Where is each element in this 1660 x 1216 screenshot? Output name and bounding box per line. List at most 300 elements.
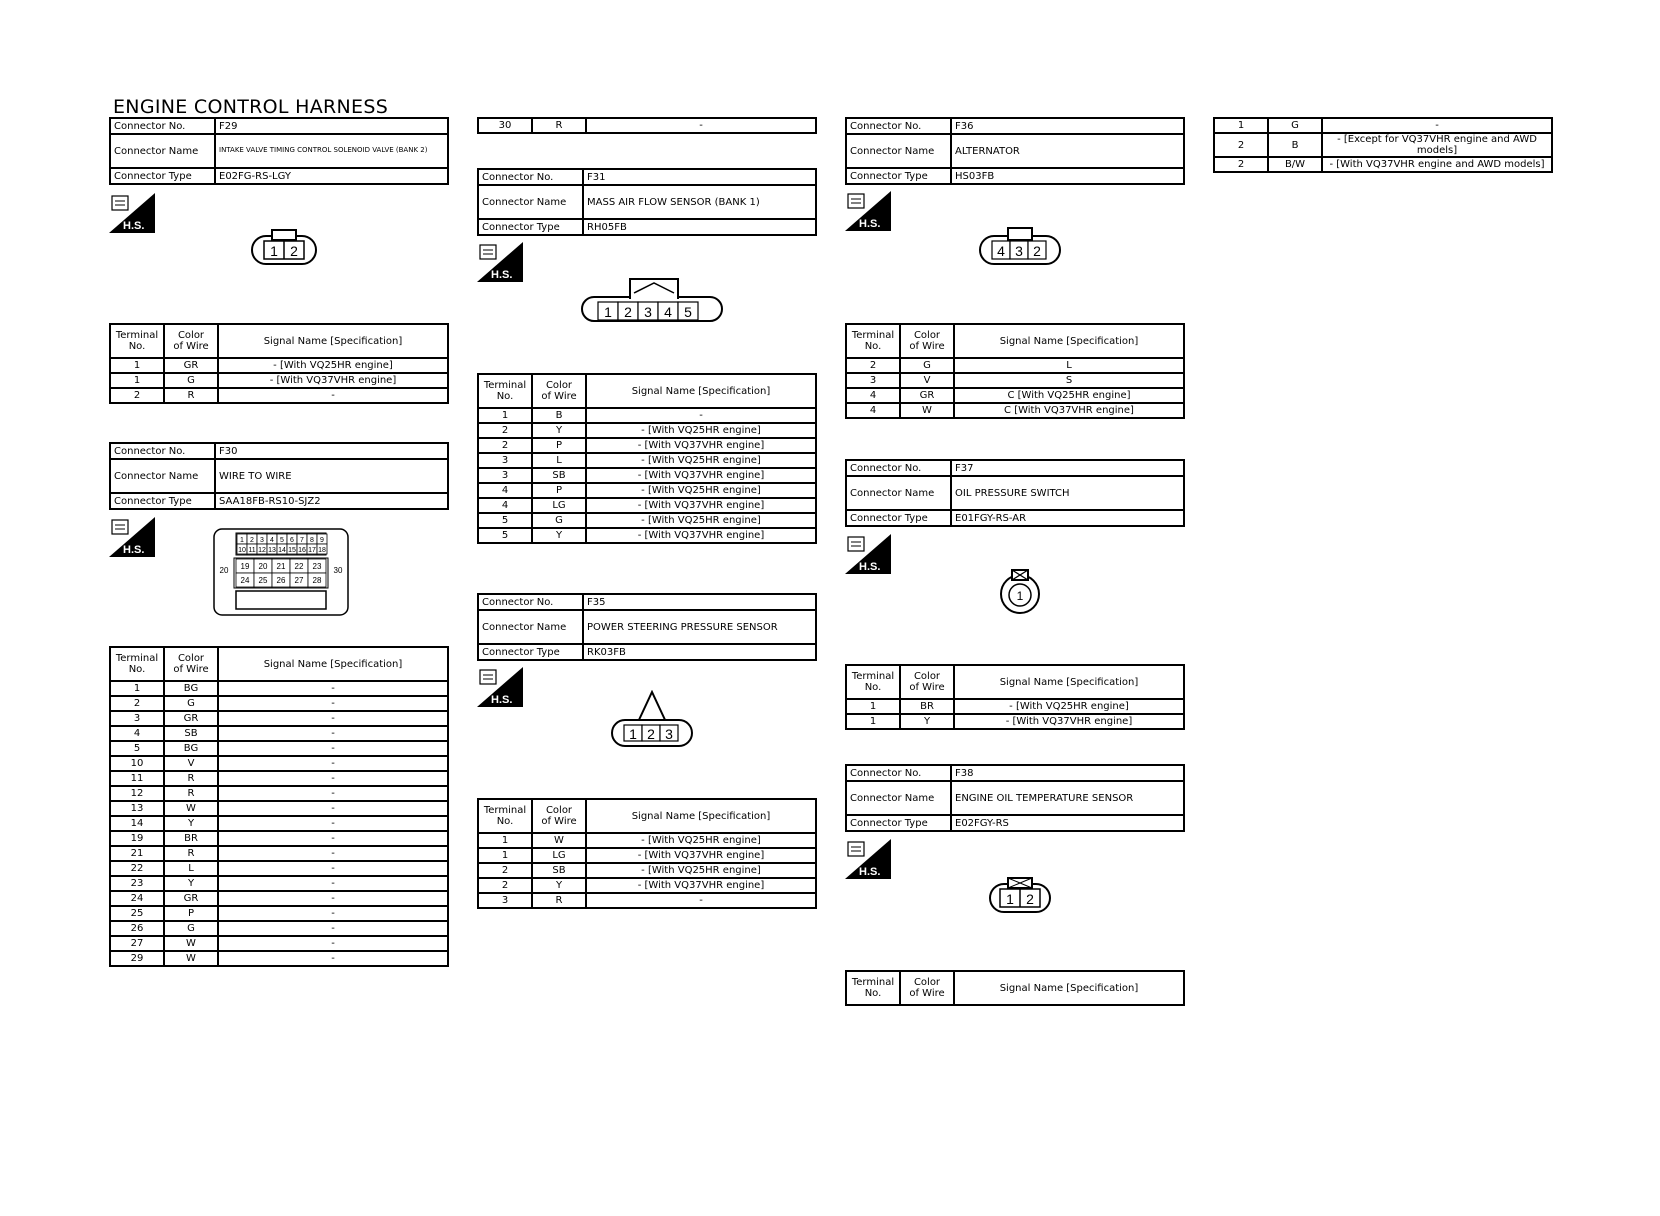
wire-color: Y bbox=[532, 878, 586, 893]
terminal-no: 3 bbox=[478, 893, 532, 908]
label-connector-no: Connector No. bbox=[846, 460, 951, 476]
table-row bbox=[110, 771, 448, 786]
table-row bbox=[110, 388, 448, 403]
label-connector-type: Connector Type bbox=[846, 168, 951, 184]
table-row bbox=[110, 681, 448, 696]
label-connector-type: Connector Type bbox=[110, 493, 215, 509]
wire-color: R bbox=[164, 846, 218, 861]
col-color: Color of Wire bbox=[164, 647, 218, 681]
wire-color: LG bbox=[532, 498, 586, 513]
table-row bbox=[110, 876, 448, 891]
signal-name: - bbox=[218, 921, 448, 936]
terminal-no: 1 bbox=[110, 373, 164, 388]
pin-label: 16 bbox=[298, 547, 306, 554]
table-row bbox=[110, 861, 448, 876]
svg-text:2: 2 bbox=[290, 243, 298, 259]
terminal-no: 3 bbox=[846, 373, 900, 388]
table-row bbox=[1214, 118, 1552, 133]
label-connector-no: Connector No. bbox=[478, 594, 583, 610]
hs-icon bbox=[477, 242, 523, 282]
terminal-no: 27 bbox=[110, 936, 164, 951]
table-row bbox=[478, 408, 816, 423]
wire-color: BG bbox=[164, 681, 218, 696]
terminal-no: 2 bbox=[1214, 157, 1268, 172]
pin-label: 15 bbox=[288, 547, 296, 554]
pin-label: 2 bbox=[1033, 243, 1041, 259]
f31-name: MASS AIR FLOW SENSOR (BANK 1) bbox=[583, 185, 816, 219]
wire-color: LG bbox=[532, 848, 586, 863]
terminal-no: 2 bbox=[846, 358, 900, 373]
terminal-no: 2 bbox=[478, 878, 532, 893]
col-terminal: Terminal No. bbox=[110, 647, 164, 681]
label-connector-name: Connector Name bbox=[110, 459, 215, 493]
col-terminal: Terminal No. bbox=[846, 971, 900, 1005]
signal-name: S bbox=[954, 373, 1184, 388]
terminal-no: 5 bbox=[110, 741, 164, 756]
col-terminal: Terminal No. bbox=[846, 665, 900, 699]
wire-color: GR bbox=[164, 358, 218, 373]
terminal-no: 1 bbox=[478, 833, 532, 848]
svg-text:1: 1 bbox=[1016, 589, 1024, 603]
table-row bbox=[846, 714, 1184, 729]
f37-name: OIL PRESSURE SWITCH bbox=[951, 476, 1184, 510]
pin-label: 1 bbox=[240, 537, 244, 544]
f37-type: E01FGY-RS-AR bbox=[951, 510, 1184, 526]
f30-no: F30 bbox=[215, 443, 448, 459]
f37-no: F37 bbox=[951, 460, 1184, 476]
pin-label: 3 bbox=[1015, 243, 1023, 259]
table-row bbox=[110, 726, 448, 741]
terminal-no: 2 bbox=[478, 863, 532, 878]
pin-label: 13 bbox=[268, 547, 276, 554]
pin-label: 5 bbox=[280, 537, 284, 544]
hs-icon bbox=[109, 193, 155, 233]
table-row bbox=[110, 711, 448, 726]
wire-color: Y bbox=[532, 528, 586, 543]
terminal-no: 1 bbox=[478, 408, 532, 423]
terminal-no: 1 bbox=[846, 699, 900, 714]
label-connector-type: Connector Type bbox=[478, 644, 583, 660]
terminal-no: 4 bbox=[478, 498, 532, 513]
table-row bbox=[110, 801, 448, 816]
signal-name: - bbox=[218, 831, 448, 846]
wire-color: W bbox=[532, 833, 586, 848]
f31-connector-face bbox=[580, 275, 724, 323]
pin-label: 2 bbox=[624, 304, 632, 320]
terminal-no: 2 bbox=[1214, 133, 1268, 157]
wire-color: R bbox=[164, 388, 218, 403]
table-row bbox=[846, 403, 1184, 418]
terminal-no: 22 bbox=[110, 861, 164, 876]
signal-name: L bbox=[954, 358, 1184, 373]
f31-signal-table bbox=[477, 373, 817, 544]
f37-connector-face bbox=[998, 568, 1042, 616]
f35-connector-face bbox=[610, 690, 694, 748]
signal-name: - bbox=[218, 861, 448, 876]
terminal-no: 3 bbox=[478, 453, 532, 468]
col-signal: Signal Name [Specification] bbox=[218, 324, 448, 358]
terminal-no: 2 bbox=[110, 696, 164, 711]
hs-icon bbox=[845, 534, 891, 574]
hs-icon bbox=[477, 667, 523, 707]
label-connector-no: Connector No. bbox=[846, 118, 951, 134]
signal-name: - [With VQ37VHR engine] bbox=[954, 714, 1184, 729]
signal-name: - [With VQ37VHR engine] bbox=[586, 878, 816, 893]
pin-label: 2 bbox=[647, 726, 655, 742]
terminal-no: 4 bbox=[846, 403, 900, 418]
col-signal: Signal Name [Specification] bbox=[586, 374, 816, 408]
table-row bbox=[478, 513, 816, 528]
terminal-no: 19 bbox=[110, 831, 164, 846]
table-row bbox=[110, 696, 448, 711]
signal-name: - [With VQ37VHR engine] bbox=[586, 468, 816, 483]
terminal-no: 3 bbox=[478, 468, 532, 483]
f31-type: RH05FB bbox=[583, 219, 816, 235]
wire-color: P bbox=[532, 483, 586, 498]
pin-label: 8 bbox=[310, 537, 314, 544]
label-connector-type: Connector Type bbox=[846, 815, 951, 831]
f36-type: HS03FB bbox=[951, 168, 1184, 184]
svg-text:30: 30 bbox=[333, 566, 343, 575]
table-row bbox=[478, 118, 816, 133]
pin-label: 2 bbox=[250, 537, 254, 544]
terminal-no: 4 bbox=[110, 726, 164, 741]
f30-signal-table-cont bbox=[477, 117, 817, 134]
wire-color: L bbox=[532, 453, 586, 468]
pin-label: 14 bbox=[278, 547, 286, 554]
wire-color: BR bbox=[900, 699, 954, 714]
pin-label: 24 bbox=[240, 576, 250, 585]
table-row bbox=[110, 358, 448, 373]
signal-name: - bbox=[218, 786, 448, 801]
pin-label: 4 bbox=[664, 304, 672, 320]
pin-label: 3 bbox=[644, 304, 652, 320]
signal-name: - bbox=[218, 756, 448, 771]
table-row bbox=[478, 863, 816, 878]
f38-signal-table bbox=[845, 970, 1185, 1006]
svg-text:1: 1 bbox=[1006, 891, 1014, 907]
table-row bbox=[110, 891, 448, 906]
pin-label: 1 bbox=[629, 726, 637, 742]
signal-name: - bbox=[218, 891, 448, 906]
page-title: ENGINE CONTROL HARNESS bbox=[113, 96, 389, 118]
f30-type: SAA18FB-RS10-SJZ2 bbox=[215, 493, 448, 509]
table-row bbox=[478, 423, 816, 438]
wire-color: Y bbox=[532, 423, 586, 438]
col-color: Color of Wire bbox=[532, 374, 586, 408]
terminal-no: 1 bbox=[1214, 118, 1268, 133]
f38-signal-table-cont bbox=[1213, 117, 1553, 173]
signal-name: - [Except for VQ37VHR engine and AWD models] bbox=[1322, 133, 1552, 157]
pin-label: 4 bbox=[270, 537, 274, 544]
signal-name: - [With VQ25HR engine] bbox=[954, 699, 1184, 714]
wire-color: SB bbox=[164, 726, 218, 741]
table-row bbox=[478, 893, 816, 908]
pin-label: 1 bbox=[604, 304, 612, 320]
signal-name: - [With VQ37VHR engine] bbox=[586, 438, 816, 453]
signal-name: - bbox=[218, 771, 448, 786]
col-color: Color of Wire bbox=[900, 971, 954, 1005]
table-row bbox=[110, 831, 448, 846]
wire-color: L bbox=[164, 861, 218, 876]
f38-connector-face bbox=[988, 876, 1052, 918]
wire-color: W bbox=[164, 951, 218, 966]
signal-name: - [With VQ25HR engine] bbox=[586, 483, 816, 498]
table-row bbox=[110, 816, 448, 831]
table-row bbox=[110, 921, 448, 936]
hs-icon bbox=[109, 517, 155, 557]
signal-name: - [With VQ25HR engine] bbox=[218, 358, 448, 373]
pin-label: 23 bbox=[312, 562, 322, 571]
signal-name: - [With VQ37VHR engine] bbox=[218, 373, 448, 388]
f36-no: F36 bbox=[951, 118, 1184, 134]
label-connector-name: Connector Name bbox=[478, 610, 583, 644]
terminal-no: 14 bbox=[110, 816, 164, 831]
signal-name: - bbox=[586, 893, 816, 908]
f29-type: E02FG-RS-LGY bbox=[215, 168, 448, 184]
terminal-no: 25 bbox=[110, 906, 164, 921]
signal-name: C [With VQ25HR engine] bbox=[954, 388, 1184, 403]
pin-label: 5 bbox=[684, 304, 692, 320]
table-row bbox=[110, 951, 448, 966]
pin-label: 20 bbox=[258, 562, 268, 571]
col-signal: Signal Name [Specification] bbox=[586, 799, 816, 833]
pin-label: 28 bbox=[312, 576, 322, 585]
terminal-no: 23 bbox=[110, 876, 164, 891]
table-row bbox=[1214, 133, 1552, 157]
col-signal: Signal Name [Specification] bbox=[954, 971, 1184, 1005]
pin-label: 4 bbox=[997, 243, 1005, 259]
table-row bbox=[478, 528, 816, 543]
terminal-no: 30 bbox=[478, 118, 532, 133]
label-connector-no: Connector No. bbox=[846, 765, 951, 781]
wire-color: W bbox=[164, 801, 218, 816]
col-color: Color of Wire bbox=[532, 799, 586, 833]
table-row bbox=[110, 741, 448, 756]
label-connector-type: Connector Type bbox=[110, 168, 215, 184]
signal-name: - [With VQ37VHR engine] bbox=[586, 498, 816, 513]
wire-color: G bbox=[532, 513, 586, 528]
table-row bbox=[846, 699, 1184, 714]
pin-label: 17 bbox=[308, 547, 316, 554]
terminal-no: 29 bbox=[110, 951, 164, 966]
f36-connector-face bbox=[978, 226, 1062, 270]
signal-name: - bbox=[218, 876, 448, 891]
table-row bbox=[110, 936, 448, 951]
label-connector-name: Connector Name bbox=[846, 781, 951, 815]
f31-no: F31 bbox=[583, 169, 816, 185]
f35-no: F35 bbox=[583, 594, 816, 610]
f38-no: F38 bbox=[951, 765, 1184, 781]
wire-color: P bbox=[532, 438, 586, 453]
wire-color: SB bbox=[532, 468, 586, 483]
terminal-no: 5 bbox=[478, 528, 532, 543]
wire-color: BG bbox=[164, 741, 218, 756]
f35-type: RK03FB bbox=[583, 644, 816, 660]
table-row bbox=[110, 756, 448, 771]
wire-color: G bbox=[164, 921, 218, 936]
pin-label: 21 bbox=[276, 562, 286, 571]
label-connector-no: Connector No. bbox=[110, 118, 215, 134]
svg-text:20: 20 bbox=[219, 566, 229, 575]
table-row bbox=[846, 358, 1184, 373]
wire-color: R bbox=[532, 893, 586, 908]
f30-signal-table bbox=[109, 646, 449, 967]
f30-header bbox=[109, 442, 449, 510]
col-signal: Signal Name [Specification] bbox=[218, 647, 448, 681]
svg-text:H.S.: H.S. bbox=[859, 866, 881, 878]
wire-color: W bbox=[900, 403, 954, 418]
svg-text:H.S.: H.S. bbox=[491, 269, 513, 281]
hs-icon bbox=[845, 191, 891, 231]
f29-name: INTAKE VALVE TIMING CONTROL SOLENOID VALVE (BANK 2) bbox=[215, 134, 448, 168]
f29-header bbox=[109, 117, 449, 185]
svg-text:H.S.: H.S. bbox=[859, 218, 881, 230]
signal-name: - [With VQ25HR engine] bbox=[586, 863, 816, 878]
label-connector-no: Connector No. bbox=[110, 443, 215, 459]
f35-header bbox=[477, 593, 817, 661]
signal-name: - bbox=[218, 816, 448, 831]
f35-signal-table bbox=[477, 798, 817, 909]
terminal-no: 5 bbox=[478, 513, 532, 528]
pin-label: 12 bbox=[258, 547, 266, 554]
wire-color: P bbox=[164, 906, 218, 921]
pin-label: 6 bbox=[290, 537, 294, 544]
terminal-no: 2 bbox=[110, 388, 164, 403]
signal-name: - bbox=[218, 696, 448, 711]
pin-label: 18 bbox=[318, 547, 326, 554]
wire-color: GR bbox=[164, 711, 218, 726]
f36-name: ALTERNATOR bbox=[951, 134, 1184, 168]
table-row bbox=[846, 373, 1184, 388]
signal-name: - bbox=[218, 846, 448, 861]
f38-name: ENGINE OIL TEMPERATURE SENSOR bbox=[951, 781, 1184, 815]
f37-header bbox=[845, 459, 1185, 527]
terminal-no: 10 bbox=[110, 756, 164, 771]
table-row bbox=[478, 453, 816, 468]
table-row bbox=[478, 848, 816, 863]
col-color: Color of Wire bbox=[900, 324, 954, 358]
terminal-no: 12 bbox=[110, 786, 164, 801]
signal-name: - bbox=[218, 951, 448, 966]
wire-color: G bbox=[1268, 118, 1322, 133]
wire-color: R bbox=[164, 771, 218, 786]
svg-text:H.S.: H.S. bbox=[859, 561, 881, 573]
signal-name: - bbox=[218, 801, 448, 816]
wire-color: G bbox=[164, 373, 218, 388]
signal-name: - [With VQ25HR engine] bbox=[586, 423, 816, 438]
table-row bbox=[478, 498, 816, 513]
pin-label: 3 bbox=[665, 726, 673, 742]
table-row bbox=[478, 483, 816, 498]
svg-text:H.S.: H.S. bbox=[123, 544, 145, 556]
hs-icon bbox=[845, 839, 891, 879]
wire-color: B/W bbox=[1268, 157, 1322, 172]
terminal-no: 1 bbox=[110, 681, 164, 696]
signal-name: - bbox=[586, 408, 816, 423]
signal-name: C [With VQ37VHR engine] bbox=[954, 403, 1184, 418]
f38-type: E02FGY-RS bbox=[951, 815, 1184, 831]
signal-name: - [With VQ25HR engine] bbox=[586, 833, 816, 848]
wire-color: Y bbox=[164, 876, 218, 891]
wire-color: B bbox=[1268, 133, 1322, 157]
signal-name: - bbox=[586, 118, 816, 133]
pin-label: 3 bbox=[260, 537, 264, 544]
wire-color: G bbox=[900, 358, 954, 373]
label-connector-name: Connector Name bbox=[478, 185, 583, 219]
pin-label: 26 bbox=[276, 576, 286, 585]
pin-label: 27 bbox=[294, 576, 304, 585]
terminal-no: 24 bbox=[110, 891, 164, 906]
signal-name: - [With VQ25HR engine] bbox=[586, 513, 816, 528]
table-row bbox=[846, 388, 1184, 403]
f38-header bbox=[845, 764, 1185, 832]
table-row bbox=[110, 846, 448, 861]
signal-name: - [With VQ25HR engine] bbox=[586, 453, 816, 468]
signal-name: - bbox=[218, 906, 448, 921]
signal-name: - bbox=[1322, 118, 1552, 133]
terminal-no: 11 bbox=[110, 771, 164, 786]
pin-label: 22 bbox=[294, 562, 304, 571]
col-terminal: Terminal No. bbox=[478, 374, 532, 408]
wire-color: R bbox=[164, 786, 218, 801]
terminal-no: 2 bbox=[478, 423, 532, 438]
wire-color: GR bbox=[900, 388, 954, 403]
f30-connector-face bbox=[212, 527, 350, 617]
col-terminal: Terminal No. bbox=[110, 324, 164, 358]
signal-name: - bbox=[218, 936, 448, 951]
table-row bbox=[478, 468, 816, 483]
pin-label: 11 bbox=[248, 547, 256, 554]
wire-color: G bbox=[164, 696, 218, 711]
signal-name: - [With VQ37VHR engine and AWD models] bbox=[1322, 157, 1552, 172]
signal-name: - bbox=[218, 681, 448, 696]
label-connector-no: Connector No. bbox=[478, 169, 583, 185]
terminal-no: 13 bbox=[110, 801, 164, 816]
wire-color: V bbox=[900, 373, 954, 388]
terminal-no: 1 bbox=[478, 848, 532, 863]
signal-name: - bbox=[218, 711, 448, 726]
wire-color: W bbox=[164, 936, 218, 951]
terminal-no: 2 bbox=[478, 438, 532, 453]
table-row bbox=[110, 373, 448, 388]
pin-label: 10 bbox=[238, 547, 246, 554]
terminal-no: 4 bbox=[478, 483, 532, 498]
wire-color: GR bbox=[164, 891, 218, 906]
table-row bbox=[478, 833, 816, 848]
f36-header bbox=[845, 117, 1185, 185]
wire-color: Y bbox=[900, 714, 954, 729]
terminal-no: 3 bbox=[110, 711, 164, 726]
table-row bbox=[110, 786, 448, 801]
table-row bbox=[478, 878, 816, 893]
signal-name: - bbox=[218, 741, 448, 756]
f35-name: POWER STEERING PRESSURE SENSOR bbox=[583, 610, 816, 644]
table-row bbox=[1214, 157, 1552, 172]
wire-color: Y bbox=[164, 816, 218, 831]
wire-color: SB bbox=[532, 863, 586, 878]
terminal-no: 4 bbox=[846, 388, 900, 403]
f29-no: F29 bbox=[215, 118, 448, 134]
label-connector-type: Connector Type bbox=[478, 219, 583, 235]
f29-connector-face bbox=[250, 228, 320, 270]
col-terminal: Terminal No. bbox=[478, 799, 532, 833]
label-connector-name: Connector Name bbox=[846, 476, 951, 510]
f29-signal-table bbox=[109, 323, 449, 404]
label-connector-type: Connector Type bbox=[846, 510, 951, 526]
signal-name: - [With VQ37VHR engine] bbox=[586, 848, 816, 863]
label-connector-name: Connector Name bbox=[846, 134, 951, 168]
